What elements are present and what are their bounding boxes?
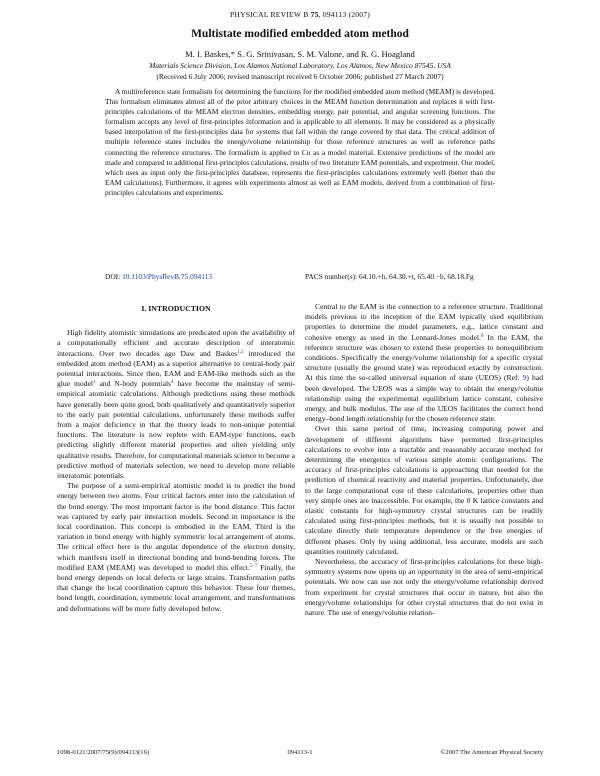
affiliation: Materials Science Division, Los Alamos National Laboratory, Los Alamos, New Mexico 87545, USA: [149, 61, 451, 70]
citation-8[interactable]: 8: [480, 333, 484, 339]
footer-page-number: 094113-1: [287, 749, 313, 756]
journal-name: PHYSICAL REVIEW B: [229, 10, 309, 19]
pacs-values: 64.10.+h, 64.30.+t, 65.40.−b, 68.18.Fg: [358, 272, 474, 281]
paper-title: Multistate modified embedded atom method: [191, 28, 409, 40]
doi-link[interactable]: 10.1103/PhysRevB.75.094113: [122, 272, 213, 281]
running-header: PHYSICAL REVIEW B 75, 094113 (2007): [229, 10, 371, 19]
author-list: M. I. Baskes,* S. G. Srinivasan, S. M. Valone, and R. G. Hoagland: [185, 49, 415, 59]
citation-3[interactable]: 3: [93, 380, 96, 386]
intro-paragraph-1: High fidelity atomistic simulations are predicated upon the availability of a computationally efficient and accurate description of interatomic interactions. Over two decades ago Daw and Baskes$^{1,2}$ introduced the embedded atom method (EAM) as a superior alternative to central-body pair potential interactions. Since then, EAM and EAM-like methods such as the glue model$^3$ and N-body potentials$^4$ have become the mainstay of semi-empirical atomistic calculations. Although predictions using these methods have generally been quite good, both qualitatively and quantitatively superior to the early pair potential calculations, unfortunately these methods suffer from a major deficiency in that the theory leads to non-unique potential functions. The literature is now replete with EAM-type functions, each predicting slightly different material properties and often yielding only qualitative results. Therefore, for computational materials science to become a predictive method of materials selection, we need to develop more reliable interatomic potentials.: [57, 328, 295, 481]
citation-4[interactable]: 4: [171, 380, 174, 386]
pacs-label: PACS number(s):: [305, 272, 358, 281]
abstract: A multireference state formalism for determining the functions for the modified embedded atom method (MEAM) is developed. This formalism eliminates almost all of the prior arbitrary choices in the MEAM function determination and replaces it with first-principles calculations of the MEAM electron densities, embedding energy, pair potential, and angular screening functions. The formalism accepts any level of first-principles information and is applicable to all elements. It may be considered as a physically based interpolation of the first-principles data for systems that fall within the range covered by that data. The critical addition of multiple reference states includes the energy/volume relationship for those reference structures as well as reference paths connecting the reference structures. The formalism is applied to Cu as a model material. Extensive predictions of the model are made and compared to additional first-principles calculations, results of two literature EAM potentials, and experiment. Our model, which uses as input only the first-principles database, represents the first-principles calculations extremely well (better than the EAM calculations). Furthermore, it agrees with experiments almost as well as EAM models, derived from a combination of first-principles calculations and experiments.: [105, 87, 495, 197]
intro-paragraph-5: Nevertheless, the accuracy of first-principles calculations for these high-symmetry systems now opens up an opportunity in the area of semi-empirical potentials. We now can use not only the energy/volume relationship derived from experiment for crystal structures that occur in nature, but also the energy/volume relationships for other crystal structures that do not exist in nature. The use of energy/volume relation-: [305, 557, 543, 618]
citation-1-2[interactable]: 1,2: [237, 349, 244, 355]
received-dates: (Received 6 July 2006; revised manuscript received 6 October 2006; published 27 March 2007): [156, 72, 444, 81]
citation-5-7[interactable]: 5–7: [249, 563, 258, 569]
doi-label: DOI:: [105, 272, 121, 281]
left-column: [57, 304, 295, 614]
journal-volume: 75: [310, 10, 319, 19]
article-number: 094113 (2007): [322, 10, 371, 19]
section-heading: I. INTRODUCTION: [141, 304, 211, 313]
doi-row: [105, 272, 495, 281]
footer-issn: 1098-0121/2007/75(9)/094113(16): [57, 749, 150, 756]
footer-copyright: ©2007 The American Physical Society: [440, 749, 543, 756]
intro-paragraph-4: Over this same period of time, increasing computing power and development of different algorithms have permitted first-principles calculations to evolve into a tractable and reasonably accurate method for determining the energetics of various simple atomic configurations. The accuracy of first-principles calculations is approaching that needed for the prediction of chemical reactivity and material properties. Unfortunately, due to the large computational cost of these calculations, properties other than very simple ones are inaccessible. For example, the 0 K lattice constants and elastic constants for high-symmetry crystal structures can be readily calculated using first-principles methods, but it is usually not possible to calculate directly their temperature dependence or the free energies of different phases. Only by using additional, less accurate, models are such quantities routinely calculated.: [305, 424, 543, 556]
intro-paragraph-2: The purpose of a semi-empirical atomistic model is to predict the bond energy between two atoms. Four critical factors enter into the calculation of the bond energy. The most important factor is the bond distance. This factor was captured by early pair interaction models. Second in importance is the local coordination. This concept is embodied in the EAM. Third is the variation in bond energy with highly symmetric local arrangement of atoms. The critical effect here is the angular dependence of the electron density, which manifests itself in directional bonding and bond-bending forces. The modified EAM (MEAM) was developed to model this effect.$^{5-7}$ Finally, the bond energy depends on local defects or large strains. Transformation paths that change the local coordination capture this behavior. These four themes, bond length, coordination, symmetric local arrangement, and transformations and deformations will be more fully developed below.: [57, 481, 296, 613]
intro-paragraph-3: Central to the EAM is the connection to a reference structure. Traditional models previous to the inception of the EAM typically used equilibrium properties to determine the model parameters, e.g., lattice constant and cohesive energy as used in the Lennard-Jones model.$^8$ In the EAM, the reference structure was chosen to extend these properties to nonequilibrium conditions. Specifically the energy/volume relationship for a specific crystal structure (usually the ground state) was reproduced exactly by construction. At this time the so-called universal equation of state (UEOS) (Ref. 9) had been developed. The UEOS was a simple way to obtain the energy/volume relationship using the experimental equilibrium lattice constant, cohesive energy, and bulk modulus. The use of the UEOS facilitates the correct bond energy–bond length relationship for the chosen reference state.: [305, 302, 543, 424]
pacs-numbers: [305, 272, 474, 281]
citation-9[interactable]: 9: [522, 373, 527, 383]
right-column: [305, 302, 543, 618]
